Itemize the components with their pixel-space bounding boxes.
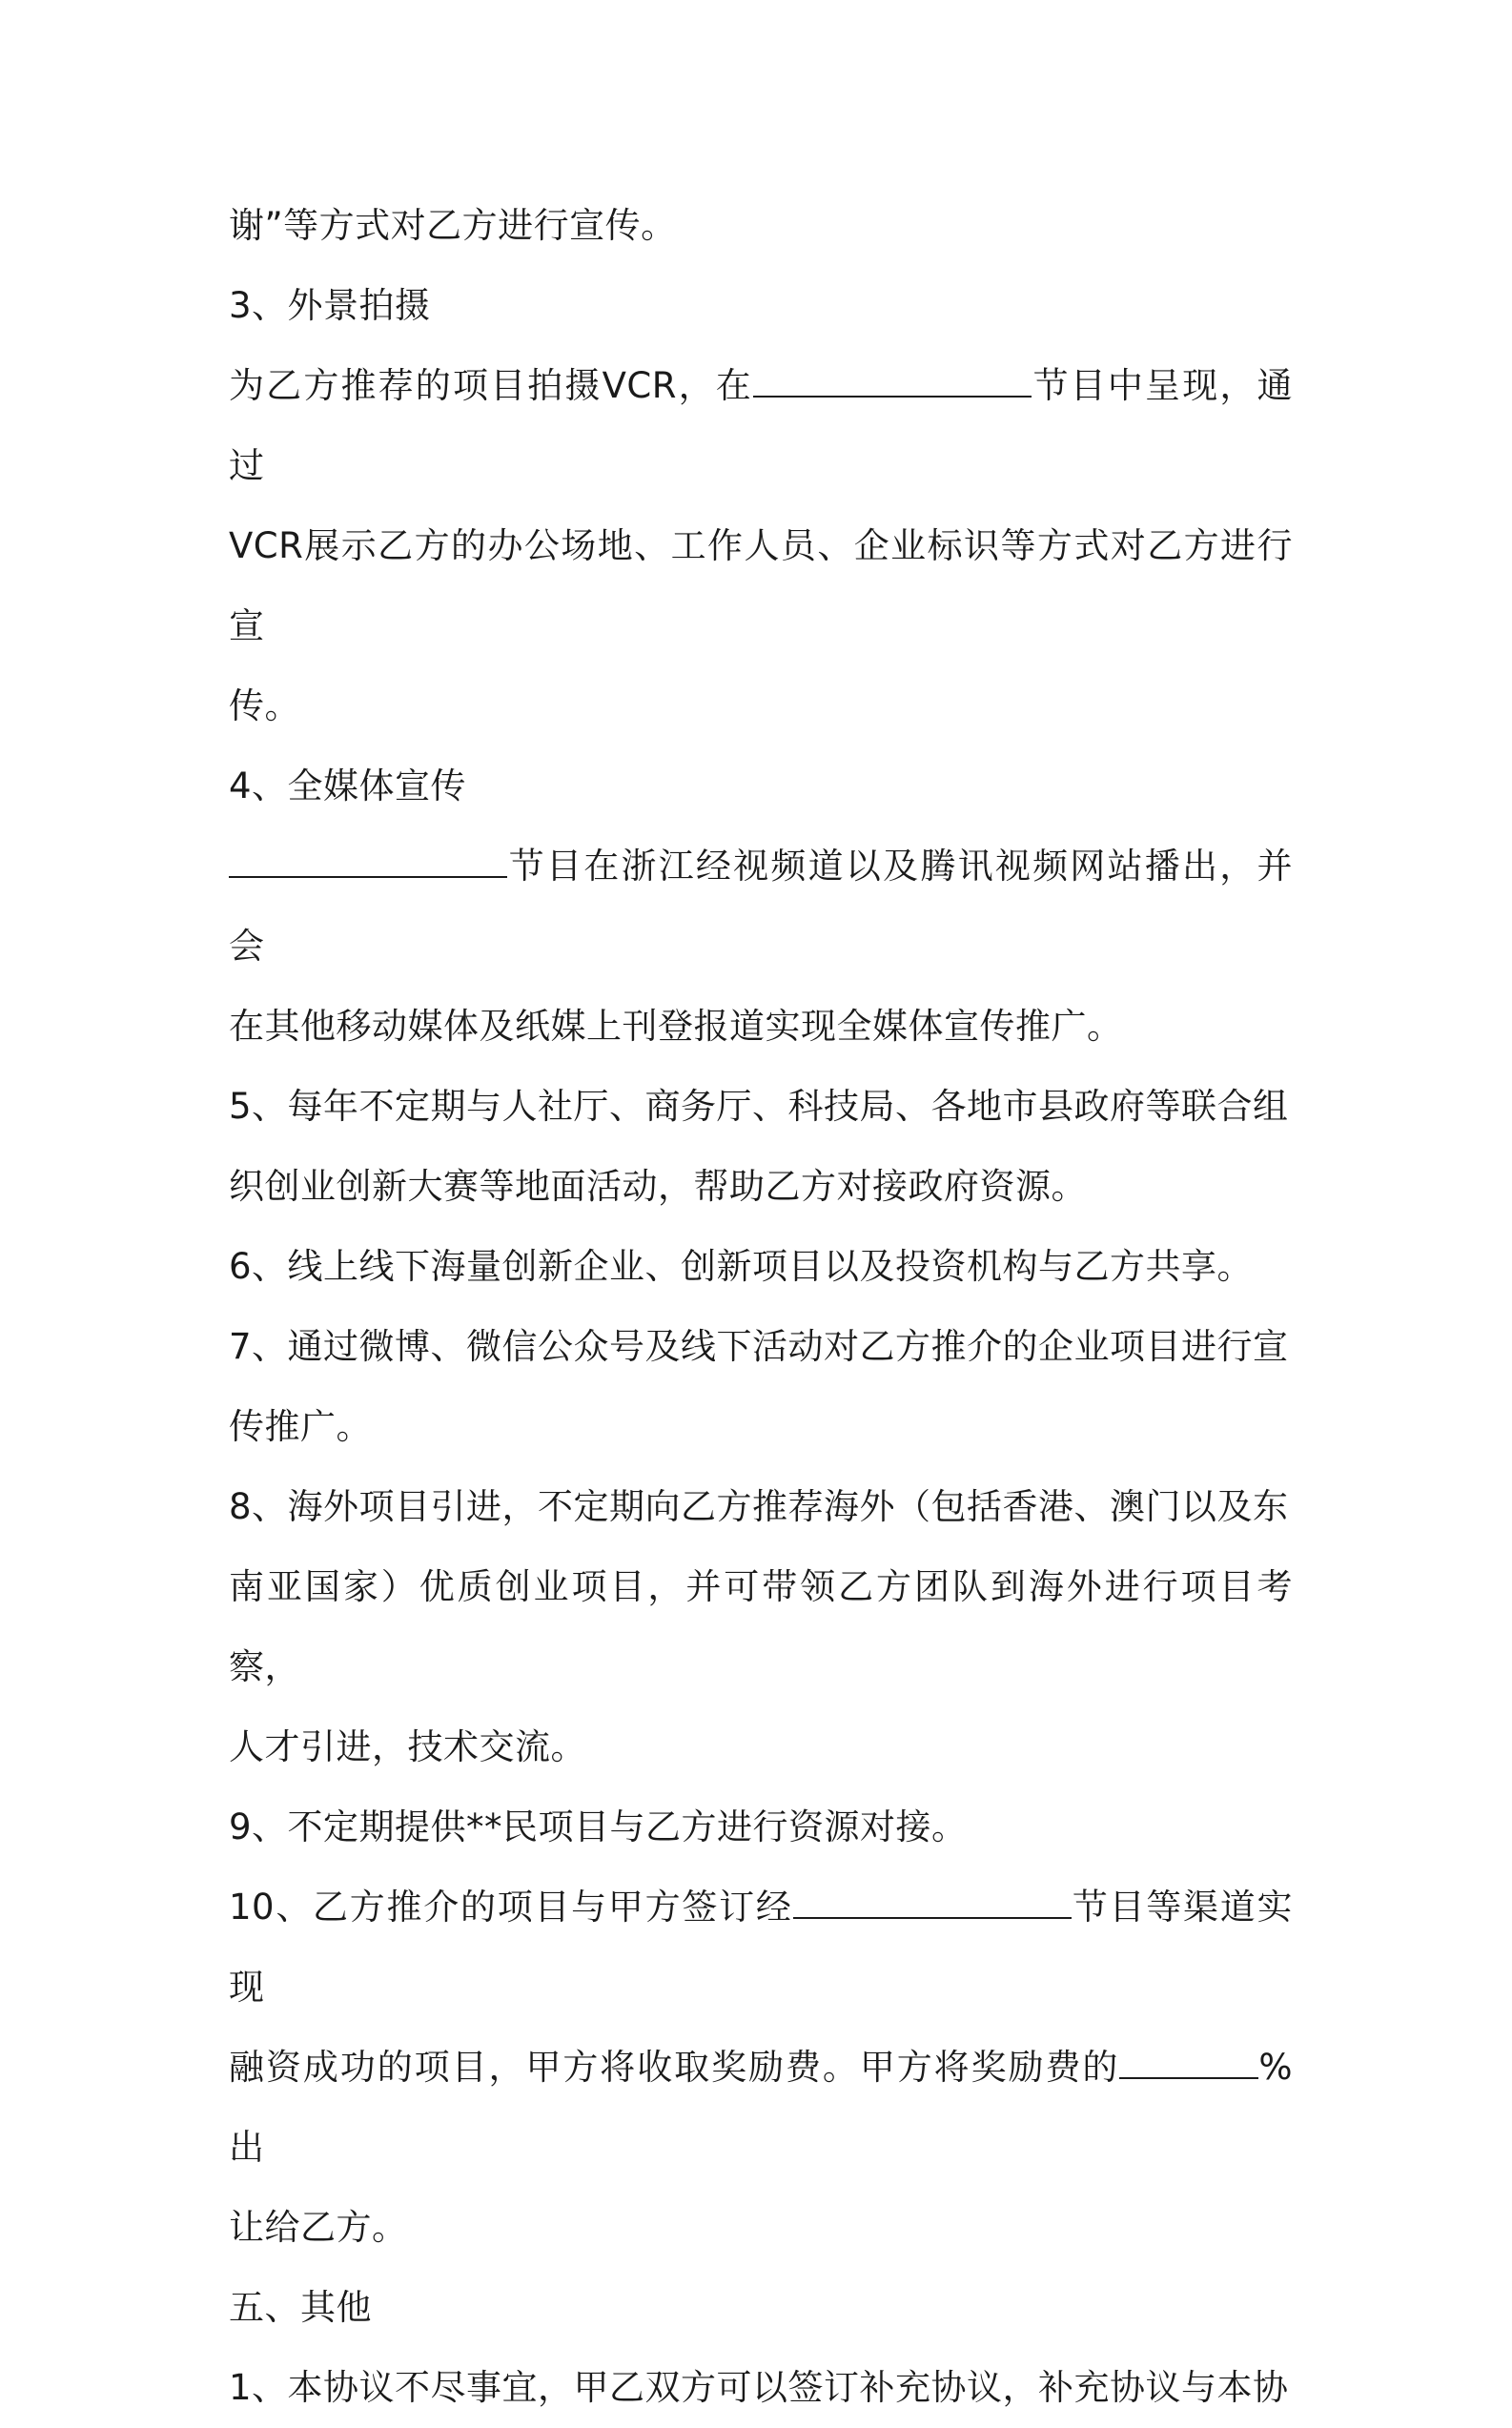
paragraph-line [229, 987, 1293, 1067]
text-line: 传。 [229, 685, 300, 726]
paragraph-line [229, 2028, 1293, 2188]
text-line: VCR展示乙方的办公场地、工作人员、企业标识等方式对乙方进行宣 [229, 525, 1293, 646]
paragraph-line [229, 1867, 1293, 2028]
text-line: 南亚国家）优质创业项目，并可带领乙方团队到海外进行项目考察， [229, 1566, 1293, 1687]
text-line: 五、其他 [229, 2287, 372, 2328]
text-line: 1、本协议不尽事宜，甲乙双方可以签订补充协议，补充协议与本协 [229, 2367, 1289, 2408]
paragraph-line [229, 1547, 1293, 1707]
section-heading [229, 746, 1293, 826]
paragraph-line [229, 666, 1293, 746]
paragraph-line [229, 506, 1293, 666]
text-line: 让给乙方。 [229, 2207, 408, 2248]
paragraph-line [229, 1707, 1293, 1787]
text-line: 7、通过微博、微信公众号及线下活动对乙方推介的企业项目进行宣 [229, 1326, 1289, 1367]
text-line: 5、每年不定期与人社厅、商务厅、科技局、各地市县政府等联合组 [229, 1086, 1289, 1127]
text-segment: 节目中呈现，通过 [229, 365, 1294, 486]
text-segment: 节目在浙江经视频道以及腾讯视频网站播出，并会 [229, 846, 1293, 967]
paragraph-line [229, 2348, 1293, 2428]
text-segment: %出 [229, 2047, 1293, 2168]
fill-in-blank[interactable] [1119, 2049, 1258, 2079]
fill-in-blank[interactable] [793, 1888, 1072, 1919]
fill-in-blank[interactable] [753, 367, 1032, 398]
paragraph-line [229, 186, 1293, 266]
paragraph-line [229, 826, 1293, 987]
paragraph-line [229, 1387, 1293, 1467]
text-line: 8、海外项目引进，不定期向乙方推荐海外（包括香港、澳门以及东 [229, 1486, 1289, 1527]
text-line: 织创业创新大赛等地面活动，帮助乙方对接政府资源。 [229, 1166, 1087, 1207]
section-heading [229, 2268, 1293, 2348]
paragraph-line [229, 1067, 1293, 1147]
document-body [229, 186, 1293, 2428]
fill-in-blank[interactable] [229, 847, 507, 878]
paragraph-line [229, 1147, 1293, 1227]
text-line: 谢”等方式对乙方进行宣传。 [229, 205, 677, 246]
text-segment: 10、乙方推介的项目与甲方签订经 [229, 1887, 793, 1928]
text-line: 人才引进，技术交流。 [229, 1726, 586, 1767]
paragraph-line [229, 1307, 1293, 1387]
text-line: 在其他移动媒体及纸媒上刊登报道实现全媒体宣传推广。 [229, 1006, 1123, 1047]
text-line: 6、线上线下海量创新企业、创新项目以及投资机构与乙方共享。 [229, 1246, 1254, 1287]
text-line: 4、全媒体宣传 [229, 765, 467, 806]
paragraph-line [229, 346, 1293, 506]
paragraph-line [229, 1467, 1293, 1547]
text-line: 9、不定期提供**民项目与乙方进行资源对接。 [229, 1806, 968, 1847]
text-segment: 融资成功的项目，甲方将收取奖励费。甲方将奖励费的 [229, 2047, 1120, 2088]
paragraph-line [229, 2188, 1293, 2268]
text-segment: 节目等渠道实现 [229, 1887, 1293, 2008]
text-line: 传推广。 [229, 1406, 372, 1447]
text-line: 3、外景拍摄 [229, 285, 431, 326]
section-heading [229, 266, 1293, 346]
paragraph-line [229, 1227, 1293, 1307]
paragraph-line [229, 1787, 1293, 1867]
text-segment: 为乙方推荐的项目拍摄VCR，在 [229, 365, 753, 406]
